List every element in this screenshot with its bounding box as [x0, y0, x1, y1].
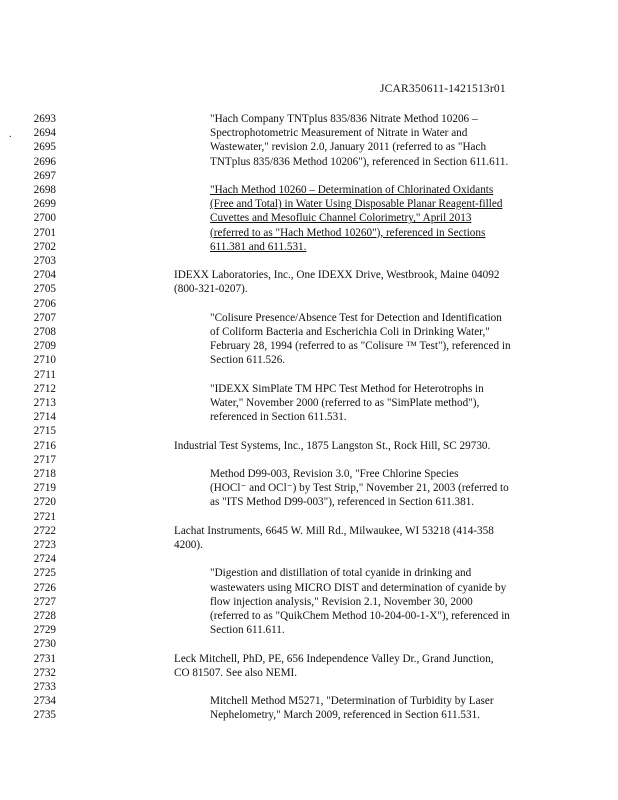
line-number: 2693: [33, 113, 56, 125]
line-number: 2733: [33, 681, 56, 693]
document-line: [0, 368, 618, 383]
document-line: [0, 155, 618, 170]
line-number: 2705: [33, 283, 56, 296]
line-number: 2734: [33, 695, 56, 708]
line-text: referenced in Section 611.531.: [210, 411, 347, 424]
document-line: [0, 453, 618, 468]
document-line: [0, 694, 618, 709]
document-line: [0, 581, 618, 596]
line-text: Water," November 2000 (referred to as "SimPlate method"),: [210, 397, 480, 409]
document-line: [0, 467, 618, 482]
line-number: 2726: [33, 581, 56, 594]
line-text: Section 611.526.: [210, 354, 286, 367]
line-text: Nephelometry," March 2009, referenced in Section 611.531.: [210, 709, 480, 722]
line-number: 2719: [33, 482, 56, 495]
line-text: "Digestion and distillation of total cyanide in drinking and: [210, 567, 472, 580]
line-text: Industrial Test Systems, Inc., 1875 Langston St., Rock Hill, SC 29730.: [174, 439, 491, 452]
line-text: "Colisure Presence/Absence Test for Detection and Identification: [210, 311, 502, 324]
line-text: wastewaters using MICRO DIST and determination of cyanide by: [210, 581, 507, 594]
line-number: 2716: [33, 439, 56, 452]
line-text: "Hach Company TNTplus 835/836 Nitrate Method 10206 –: [210, 113, 478, 125]
line-text: CO 81507. See also NEMI.: [174, 666, 298, 679]
line-number: 2699: [33, 198, 56, 211]
line-number: 2711: [34, 368, 56, 381]
line-number: 2698: [33, 184, 56, 196]
margin-mark: .: [9, 129, 12, 140]
document-header: JCAR350611-1421513r01: [380, 83, 506, 95]
line-text: 611.381 and 611.531.: [210, 240, 307, 253]
document-line: [0, 652, 618, 667]
line-text: TNTplus 835/836 Method 10206"), referenced in Section 611.611.: [210, 155, 509, 168]
line-number: 2696: [33, 155, 56, 168]
document-line: [0, 623, 618, 638]
line-number: 2710: [33, 354, 56, 367]
document-line: [0, 240, 618, 255]
document-line: [0, 197, 618, 212]
document-line: [0, 112, 618, 127]
document-line: [0, 424, 618, 439]
document-line: [0, 268, 618, 283]
line-text: 4200).: [174, 539, 203, 551]
document-line: [0, 566, 618, 581]
document-line: [0, 680, 618, 695]
document-line: [0, 552, 618, 567]
line-number: 2718: [33, 468, 56, 480]
line-number: 2703: [33, 255, 56, 267]
line-number: 2700: [33, 212, 56, 225]
line-text: flow injection analysis," Revision 2.1, November 30, 2000: [210, 595, 473, 608]
line-number: 2725: [33, 567, 56, 580]
document-line: [0, 140, 618, 155]
line-text: "Hach Method 10260 – Determination of Chlorinated Oxidants: [210, 184, 494, 196]
line-text: (HOCl⁻ and OCl⁻) by Test Strip," November 21, 2003 (referred to: [210, 482, 509, 495]
line-text: (800-321-0207).: [174, 283, 248, 296]
document-line: [0, 297, 618, 312]
document-line: [0, 609, 618, 624]
line-text: IDEXX Laboratories, Inc., One IDEXX Drive, Westbrook, Maine 04092: [174, 269, 500, 282]
line-text: Lachat Instruments, 6645 W. Mill Rd., Milwaukee, WI 53218 (414-358: [174, 524, 494, 537]
line-text: Section 611.611.: [210, 624, 285, 637]
document-line: [0, 126, 618, 141]
line-number: 2701: [33, 226, 56, 239]
line-number: 2713: [33, 397, 56, 409]
line-number: 2707: [33, 311, 56, 324]
line-text: (referred to as "QuikChem Method 10-204-00-1-X"), referenced in: [210, 610, 510, 622]
line-number: 2730: [33, 638, 56, 651]
line-text: as "ITS Method D99-003"), referenced in Section 611.381.: [210, 496, 475, 509]
line-text: (referred to as "Hach Method 10260"), referenced in Sections: [210, 226, 486, 239]
document-line: [0, 510, 618, 525]
line-number: 2706: [33, 297, 56, 310]
line-text: "IDEXX SimPlate TM HPC Test Method for Heterotrophs in: [210, 382, 484, 395]
line-number: 2697: [33, 169, 56, 182]
line-text: Cuvettes and Mesofluic Channel Colorimetry," April 2013: [210, 212, 472, 225]
line-number: 2722: [33, 524, 56, 537]
line-number: 2714: [33, 411, 56, 424]
line-number: 2717: [33, 453, 56, 466]
line-number: 2720: [33, 496, 56, 509]
line-text: Wastewater," revision 2.0, January 2011 (referred to as "Hach: [210, 141, 487, 154]
line-text: Leck Mitchell, PhD, PE, 656 Independence Valley Dr., Grand Junction,: [174, 652, 494, 665]
document-line: [0, 382, 618, 397]
document-line: [0, 481, 618, 496]
document-line: [0, 439, 618, 454]
line-text: Method D99-003, Revision 3.0, "Free Chlorine Species: [210, 468, 459, 480]
document-line: [0, 666, 618, 681]
line-number: 2721: [33, 510, 56, 523]
document-line: [0, 169, 618, 184]
line-text: February 28, 1994 (referred to as "Colisure ™ Test"), referenced in: [210, 340, 511, 353]
line-number: 2708: [33, 326, 56, 338]
document-line: [0, 708, 618, 723]
document-line: [0, 524, 618, 539]
line-text: Mitchell Method M5271, "Determination of Turbidity by Laser: [210, 695, 494, 708]
document-line: [0, 538, 618, 553]
document-line: [0, 325, 618, 340]
line-number: 2715: [33, 425, 56, 438]
line-text: of Coliform Bacteria and Escherichia Coli in Drinking Water,": [210, 326, 490, 338]
document-line: [0, 254, 618, 269]
document-line: [0, 495, 618, 510]
line-number: 2712: [33, 382, 56, 395]
line-number: 2724: [33, 553, 56, 566]
line-number: 2695: [33, 141, 56, 154]
line-number: 2702: [33, 240, 56, 253]
document-line: [0, 396, 618, 411]
line-number: 2732: [33, 666, 56, 679]
line-number: 2728: [33, 610, 56, 622]
document-line: [0, 282, 618, 297]
line-number: 2731: [33, 652, 56, 665]
document-line: [0, 211, 618, 226]
line-number: 2694: [33, 127, 56, 140]
line-text: (Free and Total) in Water Using Disposable Planar Reagent-filled: [210, 198, 503, 211]
document-line: [0, 183, 618, 198]
document-line: [0, 637, 618, 652]
line-text: Spectrophotometric Measurement of Nitrate in Water and: [210, 127, 468, 140]
line-number: 2729: [33, 624, 56, 637]
line-number: 2704: [33, 269, 56, 282]
document-line: [0, 226, 618, 241]
document-line: [0, 353, 618, 368]
line-number: 2735: [33, 709, 56, 722]
document-line: [0, 595, 618, 610]
line-number: 2723: [33, 539, 56, 551]
document-line: [0, 339, 618, 354]
line-number: 2709: [33, 340, 56, 353]
document-line: [0, 311, 618, 326]
line-number: 2727: [33, 595, 56, 608]
document-line: [0, 410, 618, 425]
